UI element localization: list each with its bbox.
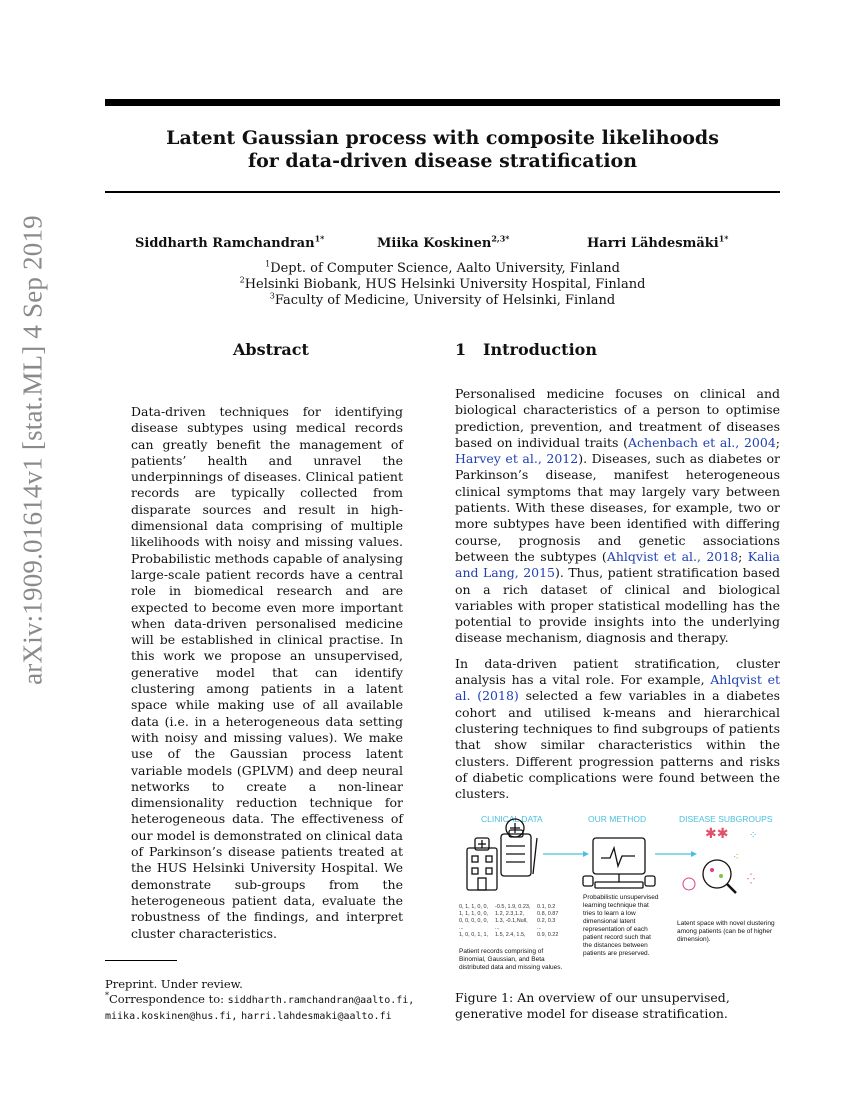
author-1: Siddharth Ramchandran$^{1*}$	[135, 233, 325, 251]
arrow-head-2	[691, 851, 697, 857]
citation-link[interactable]: Achenbach et al., 2004	[628, 434, 776, 450]
citation-link[interactable]: Ahlqvist et al., 2018	[606, 548, 739, 564]
citation-link[interactable]: Ahlqvist et al. (2018)	[455, 672, 780, 704]
affiliation-1: $^1$Dept. of Computer Science, Aalto University, Finland	[265, 259, 620, 276]
intro-paragraph-1: Personalised medicine focuses on clinical and biological characteristics of a person to optimise prediction, prevention, and treatment of diseases based on individual traits (Achenbach et al., 2004; Harvey et al., 2012). Diseases, such as diabetes or Parkinson’s disease, manifest heterogeneous clinical symptoms that may largely vary between patients. With these diseases, for example, two or more subtypes have been identified with differing course, prognosis and genetic associations between the subtypes (Ahlqvist et al., 2018; Kalia and Lang, 2015). Thus, patient stratification based on a rich dataset of clinical and biological variables with proper statistical modelling has the potential to provide insights into the underlying disease mechanism, diagnosis and therapy.	[455, 386, 781, 646]
svg-text:⁛: ⁛	[747, 874, 755, 885]
title-line-1: Latent Gaussian process with composite likelihoods	[166, 127, 719, 149]
computer-icon	[583, 838, 655, 888]
affiliation-3: $^3$Faculty of Medicine, University of Helsinki, Finland	[269, 291, 616, 308]
data-block-gaussian: -0.5, 1.9, 0.23, 1.2, 2.3,1.2, 1.3, -0.1,Null, ... 1.5, 2.4, 1.5,	[495, 904, 531, 938]
email-1[interactable]: siddharth.ramchandran@aalto.fi,	[227, 995, 415, 1006]
fig-clinical-data-title: CLINICAL DATA	[481, 814, 543, 824]
latent-caption: Latent space with novel clustering among patients (can be of higher dimension).	[677, 920, 775, 943]
citation-link[interactable]: Kalia and Lang, 2015	[455, 548, 781, 581]
intro-paragraph-2: In data-driven patient stratification, cluster analysis has a vital role. For example, Ahlqvist et al. (2018) selected a few variables in a diabetes cohort and utilised k-means and hierarchical clustering techniques to find subgroups of patients that show similar characteristics within the clusters. Different progression patterns and risks of diabetic complications were found between the clusters.	[455, 655, 781, 802]
author-3: Harri Lähdesmäki$^{1*}$	[587, 233, 729, 251]
figure-1	[455, 808, 780, 988]
cluster-markers	[683, 826, 757, 890]
title-rule	[105, 191, 780, 193]
method-caption: Probabilistic unsupervised learning technique that tries to learn a low dimensional latent representation of each patient record such that the distances between patients are preserved.	[583, 894, 659, 957]
abstract-heading: Abstract	[233, 340, 309, 359]
footnote-correspondence: *Correspondence to: siddharth.ramchandran@aalto.fi, miika.koskinen@hus.fi, harri.lahdesmaki@aalto.fi	[105, 991, 415, 1022]
intro-body	[455, 386, 780, 811]
top-rule	[105, 99, 780, 106]
arrow-head-1	[583, 851, 589, 857]
figure-caption: Figure 1: An overview of our unsupervised, generative model for disease stratification.	[455, 990, 730, 1021]
hospital-icon	[467, 838, 497, 890]
data-block-binomial: 0, 1, 1, 0, 0, 1, 1, 1, 0, 0, 0, 0, 0, 0, 0, ... 1, 0, 0, 1, 1,	[459, 904, 489, 938]
title-line-2: for data-driven disease stratification	[247, 150, 638, 172]
abstract-text: Data-driven techniques for identifying disease subtypes using medical records can greatly benefit the management of patients’ health and unravel the underpinnings of diseases. Clinical patient records are typically collected from disparate sources and result in high-dimensional data comprising of multiple likelihoods with noisy and missing values. Probabilistic methods capable of analysing large-scale patient records have a central role in biomedical research and are expected to become even more important when data-driven personalised medicine will be established in clinical practise. In this work we propose an unsupervised, generative model that can identify clustering among patients in a latent space while making use of all available data (i.e. in a heterogeneous data setting with noisy and missing values). We make use of the Gaussian process latent variable models (GPLVM) and deep neural networks to create a non-linear dimensionality reduction technique for heterogeneous data. The effectiveness of our model is demonstrated on clinical data of Parkinson’s disease patients treated at the HUS Helsinki University Hospital. We demonstrate sub-groups from the heterogeneous patient data, evaluate the robustness of the findings, and interpret cluster characteristics.	[131, 404, 403, 941]
footnote-rule	[105, 960, 177, 961]
arxiv-stamp-text: arXiv:1909.01614v1 [stat.ML] 4 Sep 2019	[17, 215, 48, 685]
magnifier-icon	[703, 860, 736, 893]
paper-title	[105, 127, 780, 173]
affiliation-2: $^2$Helsinki Biobank, HUS Helsinki University Hospital, Finland	[239, 275, 646, 292]
citation-link[interactable]: Harvey et al., 2012	[455, 451, 579, 467]
svg-text:✱✱: ✱✱	[705, 826, 729, 842]
email-2[interactable]: miika.koskinen@hus.fi,	[105, 1011, 238, 1022]
svg-text:⁘: ⁘	[749, 830, 758, 841]
author-2: Miika Koskinen$^{2,3*}$	[377, 233, 510, 251]
data-block-beta: 0.1, 0.2 0.8, 0.87 0.2, 0.3 ... 0.9, 0.22	[537, 904, 559, 938]
fig-method-title: OUR METHOD	[588, 814, 647, 824]
fig-subgroups-title: DISEASE SUBGROUPS	[679, 814, 773, 824]
arxiv-stamp	[8, 215, 58, 685]
footnote-preprint: Preprint. Under review.	[105, 977, 243, 991]
email-3[interactable]: harri.lahdesmaki@aalto.fi	[241, 1011, 392, 1022]
data-caption: Patient records comprising of Binomial, Gaussian, and Beta distributed data and missing values.	[459, 948, 563, 971]
intro-heading: 1 Introduction	[455, 340, 597, 359]
clipboard-icon	[501, 819, 537, 876]
svg-text:⁖: ⁖	[733, 852, 739, 863]
